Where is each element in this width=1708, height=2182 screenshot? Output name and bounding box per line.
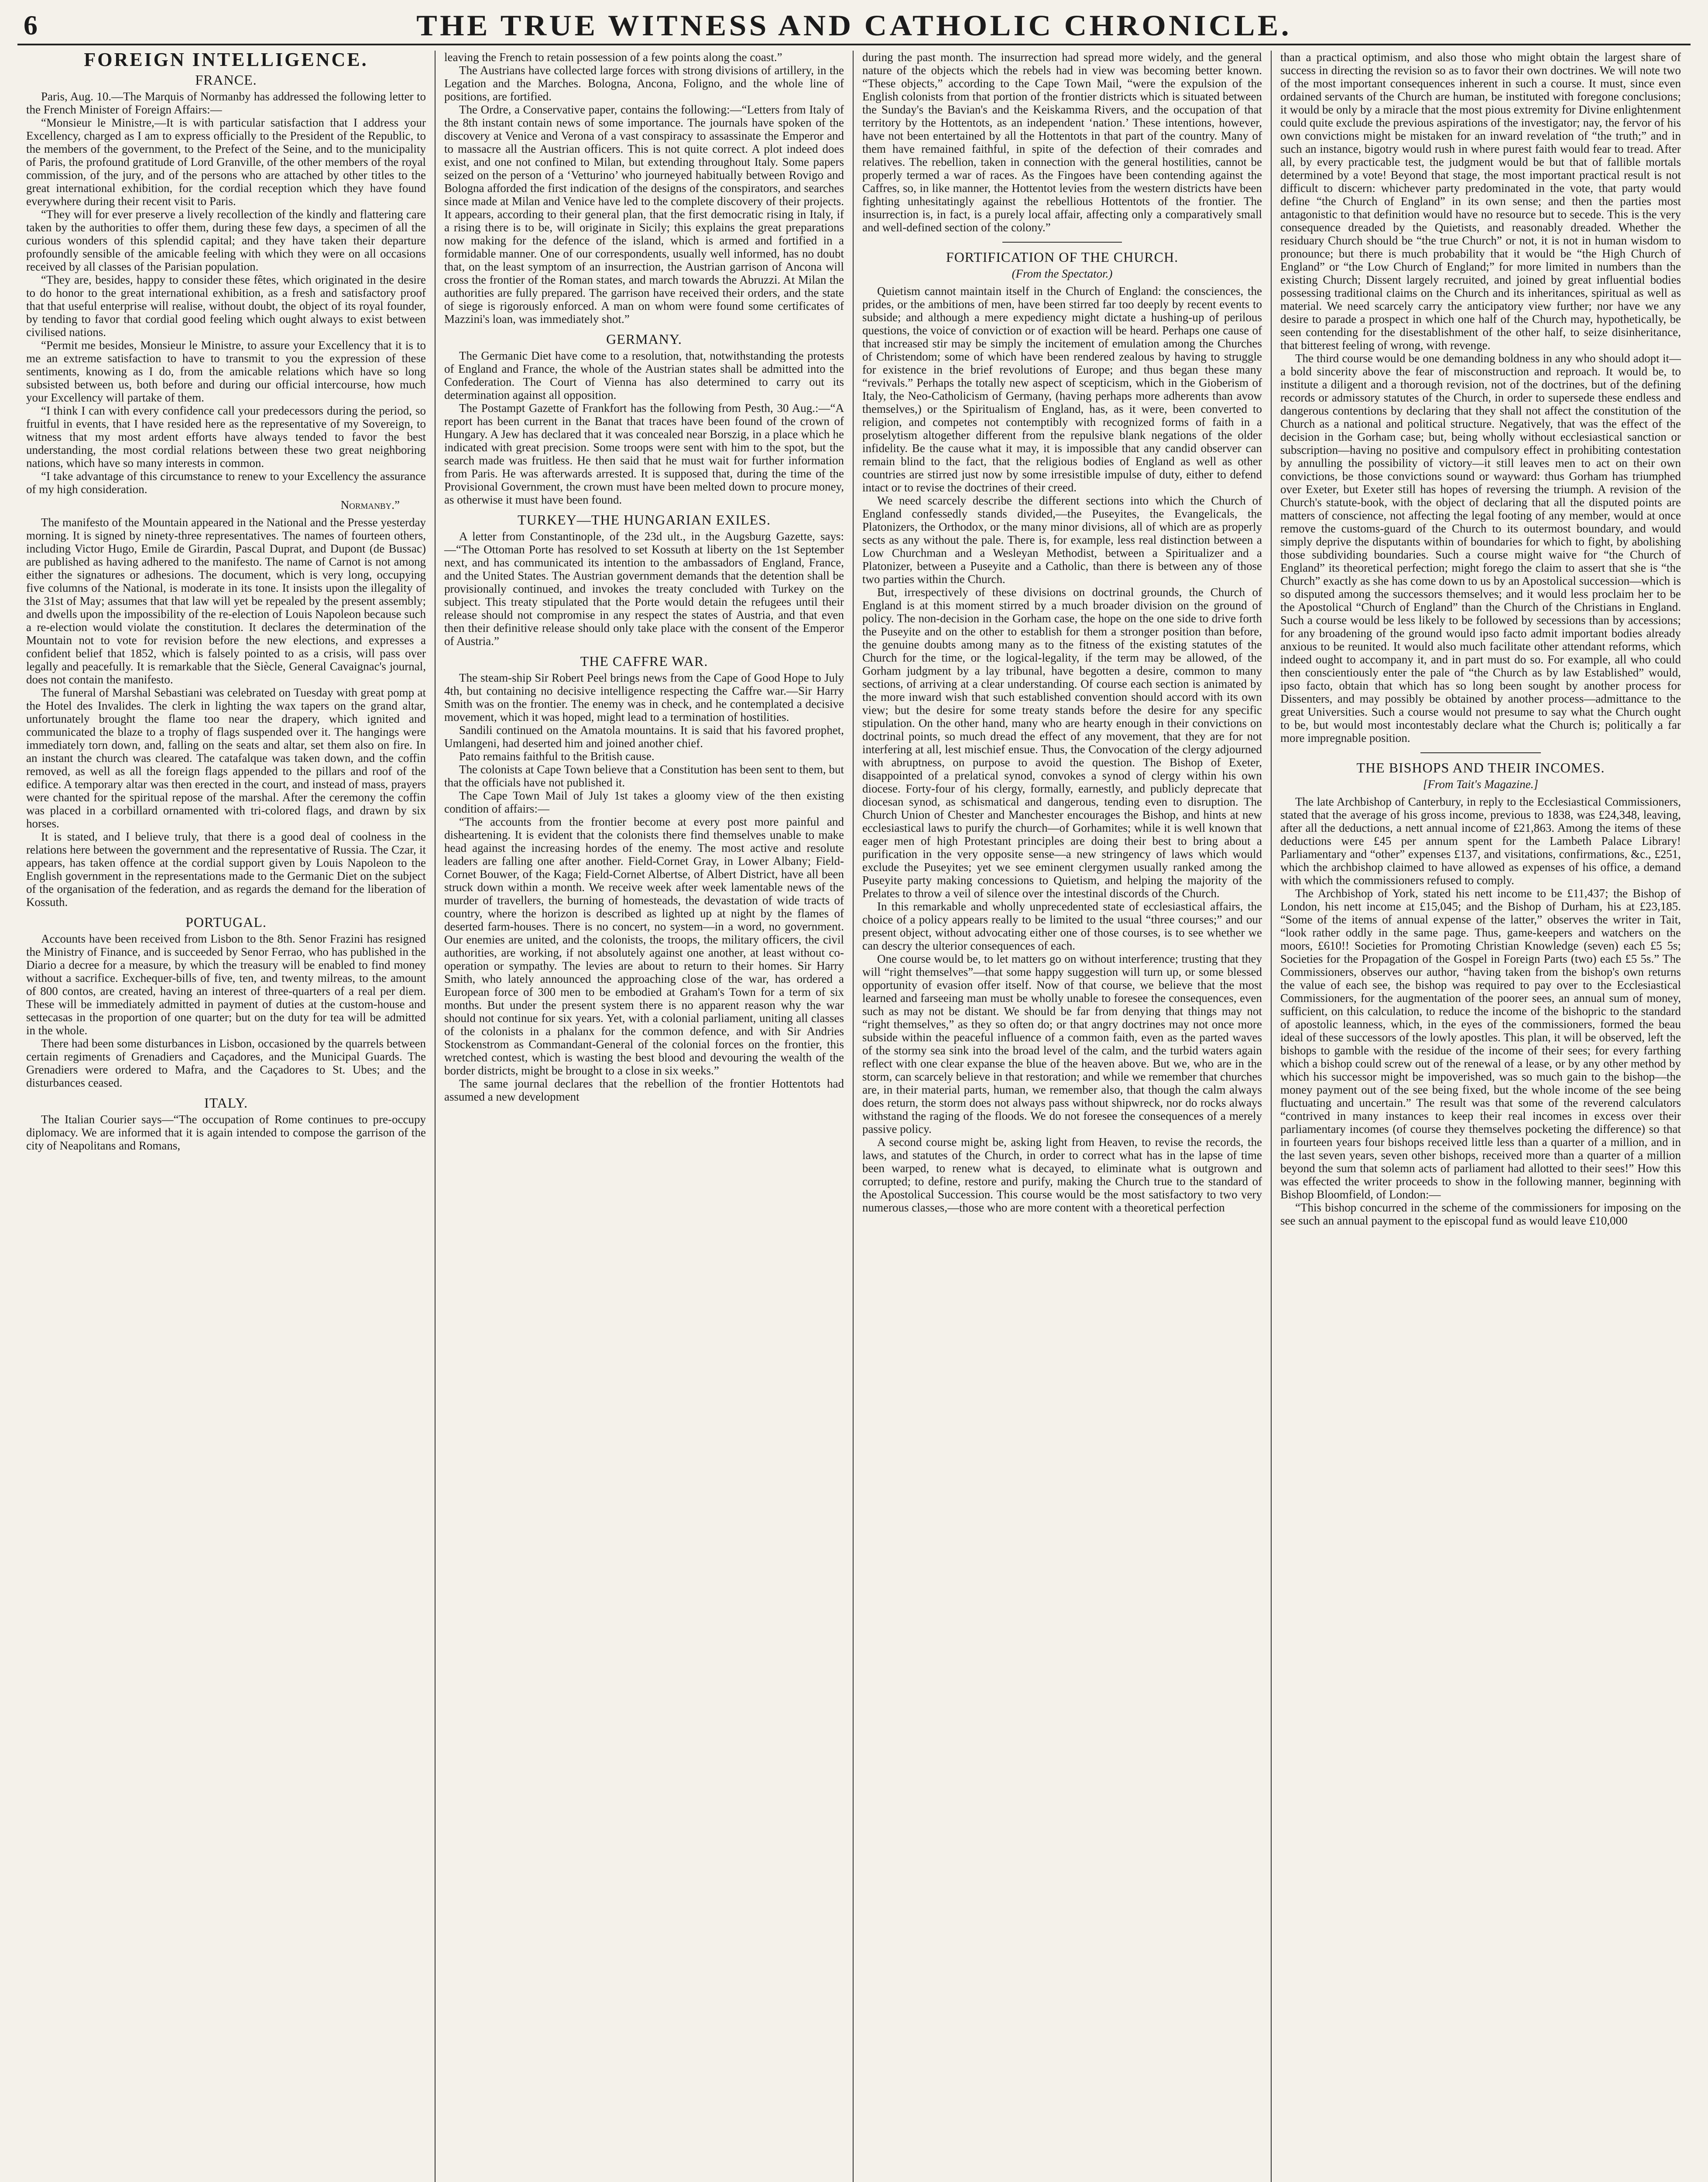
paragraph: “The accounts from the frontier become at every post more painful and disheartening. It is evident that the colonists there find themselves unable to make head against the increasing hordes of the enemy. The most active and resolute leaders are falling one after another. Field-Cornet Gray, in Lower Albany; Field-Cornet Bouwer, of the Kaga; Field-Cornet Albertse, of Albert District, have all been struck down within a month. We receive week after week lamentable news of the murder of travellers, the burning of homesteads, the devastation of wide tracts of country, where the horizon is described as lighted up at night by the flames of deserted farm-houses. There is no concert, no system—in a word, no government. Our enemies are united, and the colonists, the troops, the military officers, the civil authorities, are working, if not absolutely against one another, at least without co-operation or sympathy. The levies are about to return to their homes. Sir Harry Smith, who lately announced the approaching close of the war, has ordered a European force of 300 men to be embodied at Graham's Town for a term of six months. But under the present system there is no apparent reason why the war should not continue for six years. Yet, with a colonial parliament, uniting all classes of the colonists in a phalanx for the common defence, and with Sir Andries Stockenstrom as Commandant-General of the colonial forces on the frontier, this wretched contest, which is wasting the best blood and devouring the wealth of the border districts, might be brought to a close in six weeks.”: [444, 815, 844, 1077]
paragraph: A letter from Constantinople, of the 23d ult., in the Augsburg Gazette, says:—“The Ottoman Porte has resolved to set Kossuth at liberty on the 1st September next, and has communicated its intention to the ambassadors of England, France, and the United States. The Austrian government demands that the detention shall be provisionally continued, and invokes the treaty concluded with Turkey on the subject. This treaty stipulated that the Porte would detain the refugees until their release should not compromise in any respect the states of Austria, and that even then their definitive release should only take place with the consent of the Emperor of Austria.”: [444, 530, 844, 648]
paragraph: The same journal declares that the rebellion of the frontier Hottentots had assumed a new development: [444, 1077, 844, 1103]
paragraph: Quietism cannot maintain itself in the Church of England: the consciences, the prides, or the ambitions of men, have been stirred far too deeply by recent events to subside; and although a mere expediency might dictate a hushing-up of perilous questions, the voice of conviction or of exaction will be heard. Perhaps one cause of that increased stir may be simply the incitement of emulation among the Churches of Christendom; some of which have been rendered zealous by having to struggle for existence in the brief revolutions of Europe; and thus began these many “revivals.” Perhaps the totally new aspect of scepticism, which in the Gioberism of Italy, the Neo-Catholicism of Germany, (having perhaps more adherents than avow themselves,) or the Spiritualism of England, has, as it were, been converted to religion, and competes not contemptibly with recognized forms of faith in a proselytism altogether different from the repulsive blank negations of the older infidelity. Be the cause what it may, it is impossible that any candid observer can remain blind to the fact, that the religious bodies of England as well as other countries are stirred just now by some irresistible impulse of duty, either to defend intact or to revise the doctrines of their creed.: [862, 285, 1262, 494]
paragraph: The Ordre, a Conservative paper, contains the following:—“Letters from Italy of the 8th instant contain news of some importance. The journals have spoken of the discovery at Venice and Verona of a vast conspiracy to assassinate the Emperor and to massacre all the Austrian officers. This is not quite correct. A plot indeed does exist, and one not confined to Milan, but extending throughout Italy. Some papers seized on the person of a ‘Vetturino’ who journeyed habitually between Rovigo and Bologna afforded the first indication of the designs of the conspirators, and searches since made at Milan and Venice have led to the complete discovery of their projects. It appears, according to their general plan, that the first democratic rising in Italy, if a rising there is to be, will originate in Sicily; this explains the great preparations now making for the defence of the island, which is armed and fortified in a formidable manner. One of our correspondents, usually well informed, has no doubt that, on the least symptom of an insurrection, the Austrian garrison of Ancona will cross the frontier of the Roman states, and march towards the Abruzzi. At Milan the authorities are fully prepared. The garrison have received their orders, and the state of siege is rigorously enforced. A man on whom were found some certificates of Mazzini's loan, was immediately shot.”: [444, 103, 844, 326]
paragraph: Paris, Aug. 10.—The Marquis of Normanby has addressed the following letter to the French Minister of Foreign Affairs:—: [26, 90, 426, 116]
article-source: (From the Spectator.): [1012, 267, 1113, 280]
paragraph: There had been some disturbances in Lisbon, occasioned by the quarrels between certain regiments of Grenadiers and Caçadores, and the Municipal Guards. The Grenadiers were ordered to Mafra, and the Caçadores to St. Ubes; and the disturbances ceased.: [26, 1037, 426, 1089]
divider: [1002, 242, 1122, 243]
paragraph: “This bishop concurred in the scheme of the commissioners for imposing on the see such an annual payment to the episcopal fund as would leave £10,000: [1280, 1201, 1681, 1227]
paragraph: The late Archbishop of Canterbury, in reply to the Ecclesiastical Commissioners, stated that the average of his gross income, previous to 1838, was £24,348, leaving, after all the deductions, a nett annual income of £21,863. Among the items of these deductions were £45 per annum spent for the Lambeth Palace Library! Parliamentary and “other” expenses £137, and visitations, confirmations, &c., £251, which the archbishop claimed to have allowed as expenses of his office, a demand with which the commissioners refused to comply.: [1280, 795, 1681, 887]
paragraph: The third course would be one demanding boldness in any who should adopt it—a bold sincerity above the fear of misconstruction and reproach. It would be, to institute a diligent and a thorough revision, not of the doctrines, but of the defining records or admissory statutes of the Church, in order to supersede these endless and dangerous contentions by declaring that they shall not affect the constitution of the Church as a national and political structure. Negatively, that was the effect of the decision in the Gorham case; but, being wholly without ecclesiastical sanction or subscription—having no positive and compulsory effect in prohibiting contestation by annulling the possibility of victory—it still leaves men to act on their own convictions, be those convictions sound or wayward: thus Gorham has triumphed over Exeter, but Exeter still has hopes of reversing the triumph. A revision of the Church's statute-book, with the object of declaring that all the disputed points are matters of conscience, not affecting the legal footing of any member, would at once remove the customs-guard of the Church to its outermost boundary, and would simply deprive the disputants within of boundaries for which to fight, by abolishing those subdividing boundaries. Such a course might waive for “the Church of England” its theoretical perfection; might forego the claim to assert that she is “the Church” exactly as she has come down to us by an Apostolical succession—which is so disputed among the successors themselves; and it would less proclaim her to be the Apostolical “Church of England” than the Church of the Christians in England. Such a course would be less likely to be followed by secessions than by accessions; for any broadening of the ground would ipso facto admit important bodies already anxious to be reunited. It would also much facilitate other attendant reforms, which indeed ought to accompany it, and in part must do so. For example, all who could then conscientiously enter the pale of “the Church as by law Established” would, ipso facto, obtain that which has so long been sought by another process for Dissenters, and may possibly be obtained by another process—admittance to the great Universities. Such a course would not presume to say what the Church ought to be, but would most incontestably declare what the Church is; politically a far more impregnable position.: [1280, 352, 1681, 744]
article-heading-portugal: PORTUGAL.: [185, 914, 267, 930]
newspaper-title: THE TRUE WITNESS AND CATHOLIC CHRONICLE.: [416, 9, 1292, 42]
column-1: [17, 51, 436, 2182]
article-heading-france: FRANCE.: [195, 72, 257, 88]
paragraph: The Cape Town Mail of July 1st takes a gloomy view of the then existing condition of affairs:—: [444, 789, 844, 815]
divider: [1420, 752, 1540, 753]
paragraph: It is stated, and I believe truly, that there is a good deal of coolness in the relations here between the government and the representative of Russia. The Czar, it appears, has taken offence at the cordial support given by Louis Napoleon to the English government in the representations made to the Germanic Diet on the subject of the organisation of the federation, and as regards the demand for the liberation of Kossuth.: [26, 830, 426, 909]
paragraph: “They are, besides, happy to consider these fêtes, which originated in the desire to do honor to the great international exhibition, as a fresh and satisfactory proof that that useful enterprise will realise, without doubt, the object of its royal founder, by tending to favor that cordial good feeling which ought always to exist between civilised nations.: [26, 273, 426, 339]
paragraph: The colonists at Cape Town believe that a Constitution has been sent to them, but that the officials have not published it.: [444, 763, 844, 789]
paragraph: We need scarcely describe the different sections into which the Church of England confessedly stands divided,—the Puseyites, the Evangelicals, the Platonizers, the Orthodox, or the many minor divisions, all of which are as properly sects as any without the pale. There is, for example, less real distinction between a Low Churchman and a Wesleyan Methodist, between a Spiritualizer and a Platonizer, between a Puseyite and a Catholic, than there is between any of those two parties within the Church.: [862, 494, 1262, 586]
paragraph: “I take advantage of this circumstance to renew to your Excellency the assurance of my high consideration.: [26, 470, 426, 496]
paragraph: The Austrians have collected large forces with strong divisions of artillery, in the Legation and the Marches. Bologna, Ancona, Foligno, and the whole line of positions, are fortified.: [444, 64, 844, 103]
paragraph: The Postampt Gazette of Frankfort has the following from Pesth, 30 Aug.:—“A report has been current in the Banat that traces have been found of the crown of Hungary. A Jew has declared that it was concealed near Borszig, in a place which he indicated with great precision. Some troops were sent with him to the spot, but the search made was fruitless. He then said that he must wait for further information from Paris. He was afterwards arrested. It is supposed that, during the time of the Provisional Government, the crown must have been melted down to procure money, as otherwise it must have been found.: [444, 401, 844, 506]
paragraph: The manifesto of the Mountain appeared in the National and the Presse yesterday morning. It is signed by ninety-three representatives. The names of fourteen others, including Victor Hugo, Emile de Girardin, Pascal Duprat, and Dupont (de Bussac) are published as having adhered to the manifesto. The name of Carnot is not among either the signatures or adhesions. The document, which is very long, occupying five columns of the National, is moderate in its tone. It insists upon the illegality of the 31st of May; assumes that that law will yet be repealed by the present assembly; and dwells upon the impossibility of the re-election of Louis Napoleon because such a re-election would violate the constitution. It declares the determination of the Mountain not to vote for revision before the new elections, and expresses a confident belief that 1852, which is falsely pointed to as a crisis, will pass over legally and peacefully. It is remarkable that the Siècle, General Cavaignac's journal, does not contain the manifesto.: [26, 516, 426, 686]
paragraph: “Monsieur le Ministre,—It is with particular satisfaction that I address your Excellency, charged as I am to express officially to the President of the Republic, to the members of the government, to the Prefect of the Seine, and to the municipality of Paris, the profound gratitude of Lord Granville, of the other members of the royal commission, of the jury, and of the persons who are attached by other titles to the great international exhibition, for the cordial reception which they have found everywhere during their recent visit to Paris.: [26, 116, 426, 208]
article-heading-germany: GERMANY.: [606, 331, 682, 347]
article-heading-fortification: FORTIFICATION OF THE CHURCH.: [946, 249, 1179, 265]
paragraph: The Germanic Diet have come to a resolution, that, notwithstanding the protests of England and France, the whole of the Austrian states shall be admitted into the Confederation. The Court of Vienna has also determined to carry out its determination against all opposition.: [444, 349, 844, 401]
paragraph: Pato remains faithful to the British cause.: [459, 750, 655, 763]
article-heading-italy: ITALY.: [204, 1095, 248, 1111]
paragraph: Sandili continued on the Amatola mountains. It is said that his favored prophet, Umlangeni, had deserted him and joined another chief.: [444, 724, 844, 750]
paragraph: But, irrespectively of these divisions on doctrinal grounds, the Church of England is at this moment stirred by a much broader division on the ground of policy. The non-decision in the Gorham case, the hope on the one side to drive forth the Puseyite and on the other to establish for them a stronger position than before, the genuine doubts among many as to the fitness of the existing statutes of the Church for the time, or the logical-legality, if the term may be allowed, of the Gorham judgment by a lay tribunal, have begotten a desire, common to many sections, of arriving at a clear understanding. Of course each section is animated by the more inward wish that such established convention should accord with its own view; but the desire for some treaty stands before the desire for any specific stipulation. On the other hand, many who are hearty enough in their convictions on doctrinal points, so much dread the effect of any movement, that they are for not interfering at all, lest mischief ensue. Thus, the Convocation of the clergy adjourned with abruptness, on purpose to avoid the question. The Bishop of Exeter, disappointed of a prelatical synod, convokes a synod of clergy within his own diocese. Forty-four of his clergy, formally, earnestly, and publicly deprecate that diocesan synod, as schismatical and dangerous, tending even to disruption. The Church Union of Chester and Manchester encourages the Bishop, and hints at new ecclesiastical laws to purify the church—of Gorhamites; while it is well known that eager men of high Protestant principles are doing their best to bring about a purification in the very opposite sense—a new stringency of laws which would exclude the Puseyites; yet we see eminent clergymen usually ranked among the Puseyite party making concessions to Quietism, and helping the majority of the Prelates to throw a veil of silence over the intestinal discords of the Church.: [862, 586, 1262, 900]
paragraph: “I think I can with every confidence call your predecessors during the period, so fruitful in events, that I have resided here as the representative of my Sovereign, to witness that my most ardent efforts have always tended to favor the best understanding, the most cordial relations between these two great neighboring nations, which have so many interests in common.: [26, 404, 426, 470]
masthead: [17, 7, 1691, 45]
paragraph: than a practical optimism, and also those who might obtain the largest share of success in directing the revision so as to favor their own doctrines. We will note two of the most important consequences inherent in such a course. It must, since even ordained servants of the Church are human, be instituted with foregone conclusions; it would be only by a miracle that the most pious extremity for Divine enlightenment could quite exclude the previous aspirations of the investigator; nay, the fervor of his own convictions might be mistaken for an inward revelation of “the truth;” and in such an instance, bigotry would rush in where purest faith would fear to tread. After all, by every practicable test, the judgment would be but that of fallible mortals determined by a vote! Beyond that stage, the most important practical result is not difficult to discern: whichever party predominated in the vote, that party would define “the Church of England” in its own sense; and then the parties most antagonistic to that definition would have no resource but to secede. This is the very consequence dreaded by the Quietists, and reasonably dreaded. Whether the residuary Church should be “the true Church” or not, it is not in human wisdom to pronounce; but there is much probability that it would be “the High Church of England” or “the Low Church of England;” for more limited in numbers than the existing Church; Dissent largely recruited, and joined by great influential bodies possessing traditional claims on the Church and its inheritances, spiritual as well as material. We need scarcely carry the anticipatory view further; nor have we any desire to parade a prospect in which one half of the Church may, hypothetically, be seen contending for the disestablishment of the other half, to seize disinheritance, that bitterest feeling of wrong, with revenge.: [1280, 51, 1681, 352]
paragraph: during the past month. The insurrection had spread more widely, and the general nature of the objects which the rebels had in view was becoming better known. “These objects,” according to the Cape Town Mail, “were the expulsion of the English colonists from that portion of the frontier districts which is situated between the Sunday's the Bavian's and the Keiskamma Rivers, and the occupation of that territory by the Hottentots, as an independent ‘nation.’ These intentions, however, have not been entertained by all the Hottentots in that part of the country. Many of them have remained faithful, in spite of the defection of their comrades and relatives. The rebellion, taken in connection with the general hostilities, cannot be properly termed a war of races. As the Fingoes have been contending against the Caffres, so, in like manner, the Hottentot levies from the western districts have been fighting unhesitatingly against the rebellious Hottentots of the frontier. The insurrection is, in fact, is a purely local affair, affecting only a comparatively small and well-defined section of the colony.”: [862, 51, 1262, 234]
article-heading-caffre-war: THE CAFFRE WAR.: [580, 653, 708, 669]
paragraph: The Archbishop of York, stated his nett income to be £11,437; the Bishop of London, his nett income at £15,045; and the Bishop of Durham, his at £23,185. “Some of the items of annual expense of the latter,” observes the writer in Tait, “look rather oddly in the same page. Thus, game-keepers and watchers on the moors, £610!! Societies for Promoting Christian Knowledge (seven) each £5 5s; Societies for the Propagation of the Gospel in Foreign Parts (two) each £5 5s.” The Commissioners, observes our author, “having taken from the bishop's own returns the value of each see, the bishop was required to pay over to the Ecclesiastical Commissioners, for the augmentation of the poorer sees, an annual sum of money, sufficient, on this calculation, to reduce the income of the bishopric to the standard of apostolic leanness, which, in the eyes of the commissioners, formed the beau ideal of these successors of the lowly apostles. This plan, it will be observed, left the bishops to gamble with the residue of the income of their sees; for every farthing which a bishop could screw out of the renewal of a lease, or by any other method by which his successor might be impoverished, was so much gain to the bishop—the money payment out of the see being fixed, but the whole income of the see being fluctuating and uncertain.” The result was that some of the reverend calculators “contrived in many instances to keep their real incomes in excess over their parliamentary incomes (of course they themselves pocketing the difference) so that in fourteen years four bishops received little less than a quarter of a million, and in the last seven years, seven other bishops, received more than a quarter of a million beyond the sum that solemn acts of parliament had allotted to their sees!” How this was effected the writer proceeds to show in the following manner, beginning with Bishop Bloomfield, of London:—: [1280, 887, 1681, 1201]
paragraph: The steam-ship Sir Robert Peel brings news from the Cape of Good Hope to July 4th, but containing no decisive intelligence respecting the Caffre war.—Sir Harry Smith was on the frontier. The enemy was in check, and he contemplated a decisive movement, which it was hoped, might lead to a termination of hostilities.: [444, 671, 844, 724]
article-heading-bishops: THE BISHOPS AND THEIR INCOMES.: [1356, 760, 1605, 775]
paragraph: Accounts have been received from Lisbon to the 8th. Senor Frazini has resigned the Ministry of Finance, and is succeeded by Senor Ferrao, who has published in the Diario a decree for a measure, by which the treasury will be enabled to find money without a sacrifice. Exchequer-bills of five, ten, and twenty milreas, to the amount of 800 contos, are created, having an interest of three-quarters of a real per diem. These will be immediately admitted in payment of duties at the custom-house and settecasas in the proportion of one quarter; but on the duty for tea will be admitted in the whole.: [26, 932, 426, 1037]
paragraph: In this remarkable and wholly unprecedented state of ecclesiastical affairs, the choice of a policy appears really to be limited to the usual “three courses;” and our present object, without advocating either one of those courses, is to see whether we can descry the ulterior consequences of each.: [862, 900, 1262, 952]
paragraph: “Permit me besides, Monsieur le Ministre, to assure your Excellency that it is to me an extreme satisfaction to have to transmit to you the expression of these sentiments, knowing as I do, from the amicable relations which have so long subsisted between us, both before and during our official intercourse, how much your Excellency will partake of them.: [26, 339, 426, 404]
column-3: [854, 51, 1272, 2182]
signature: Normanby.”: [340, 498, 400, 511]
paragraph: A second course might be, asking light from Heaven, to revise the records, the laws, and statutes of the Church, in order to correct what has in the lapse of time been warped, to renew what is decayed, to eliminate what is outgrown and corrupted; to define, restore and purify, making the Church true to the standard of the Apostolical Succession. This course would be the most satisfactory to two very numerous classes,—those who are more content with a theoretical perfection: [862, 1136, 1262, 1214]
article-heading-turkey: TURKEY—THE HUNGARIAN EXILES.: [518, 512, 771, 528]
paragraph: The funeral of Marshal Sebastiani was celebrated on Tuesday with great pomp at the Hotel des Invalides. The clerk in lighting the wax tapers on the grand altar, unfortunately brought the flame too near the drapery, which ignited and communicated the blaze to a trophy of flags suspended over it. The hangings were immediately torn down, and, falling on the seats and altar, set them also on fire. In an instant the church was cleared. The catafalque was taken down, and the coffin removed, as well as all the foreign flags appended to the pillars and roof of the edifice. A temporary altar was then erected in the court, and instead of mass, prayers were chanted for the spiritual repose of the marshal. After the ceremony the coffin was placed in a corbillard ornamented with tri-colored flags, and drawn by six horses.: [26, 686, 426, 830]
paragraph: The Italian Courier says—“The occupation of Rome continues to pre-occupy diplomacy. We are informed that it is again intended to compose the garrison of the city of Neapolitans and Romans,: [26, 1113, 426, 1152]
column-2: [436, 51, 854, 2182]
column-4: [1272, 51, 1690, 2182]
paragraph: One course would be, to let matters go on without interference; trusting that they will “right themselves”—that some happy suggestion will turn up, or some blessed opportunity of evasion offer itself. Now of that course, we believe that the most learned and farseeing man must be wholly unable to foresee the consequences, even such as may not be distant. We should be far from denying that things may not “right themselves,” as they so often do; or that angry doctrines may not once more subside within the peaceful influence of a common faith, even as the parted waves of the stormy sea sink into the broad level of the calm, and the turbid waters again reflect with one clear expanse the blue of the heaven above. But we, who are in the storm, can scarcely believe in that restoration; and while we remember that churches are, in their material parts, human, we remember also, that though the calm always does return, the storm does not always pass without shipwreck, nor do rocks always withstand the raging of the floods. We do not foresee the consequences of a merely passive policy.: [862, 952, 1262, 1136]
paragraph: “They will for ever preserve a lively recollection of the kindly and flattering care taken by the authorities to offer them, during these few days, a specimen of all the curious wonders of this splendid capital; and they have taken their departure profoundly sensible of the amicable feeling with which they were on all occasions received by all classes of the Parisian population.: [26, 208, 426, 273]
page-number: 6: [24, 10, 38, 41]
section-heading: FOREIGN INTELLIGENCE.: [84, 51, 368, 70]
article-source: [From Tait's Magazine.]: [1423, 778, 1539, 791]
columns: [17, 51, 1691, 2182]
paragraph: leaving the French to retain possession of a few points along the coast.”: [444, 51, 782, 64]
